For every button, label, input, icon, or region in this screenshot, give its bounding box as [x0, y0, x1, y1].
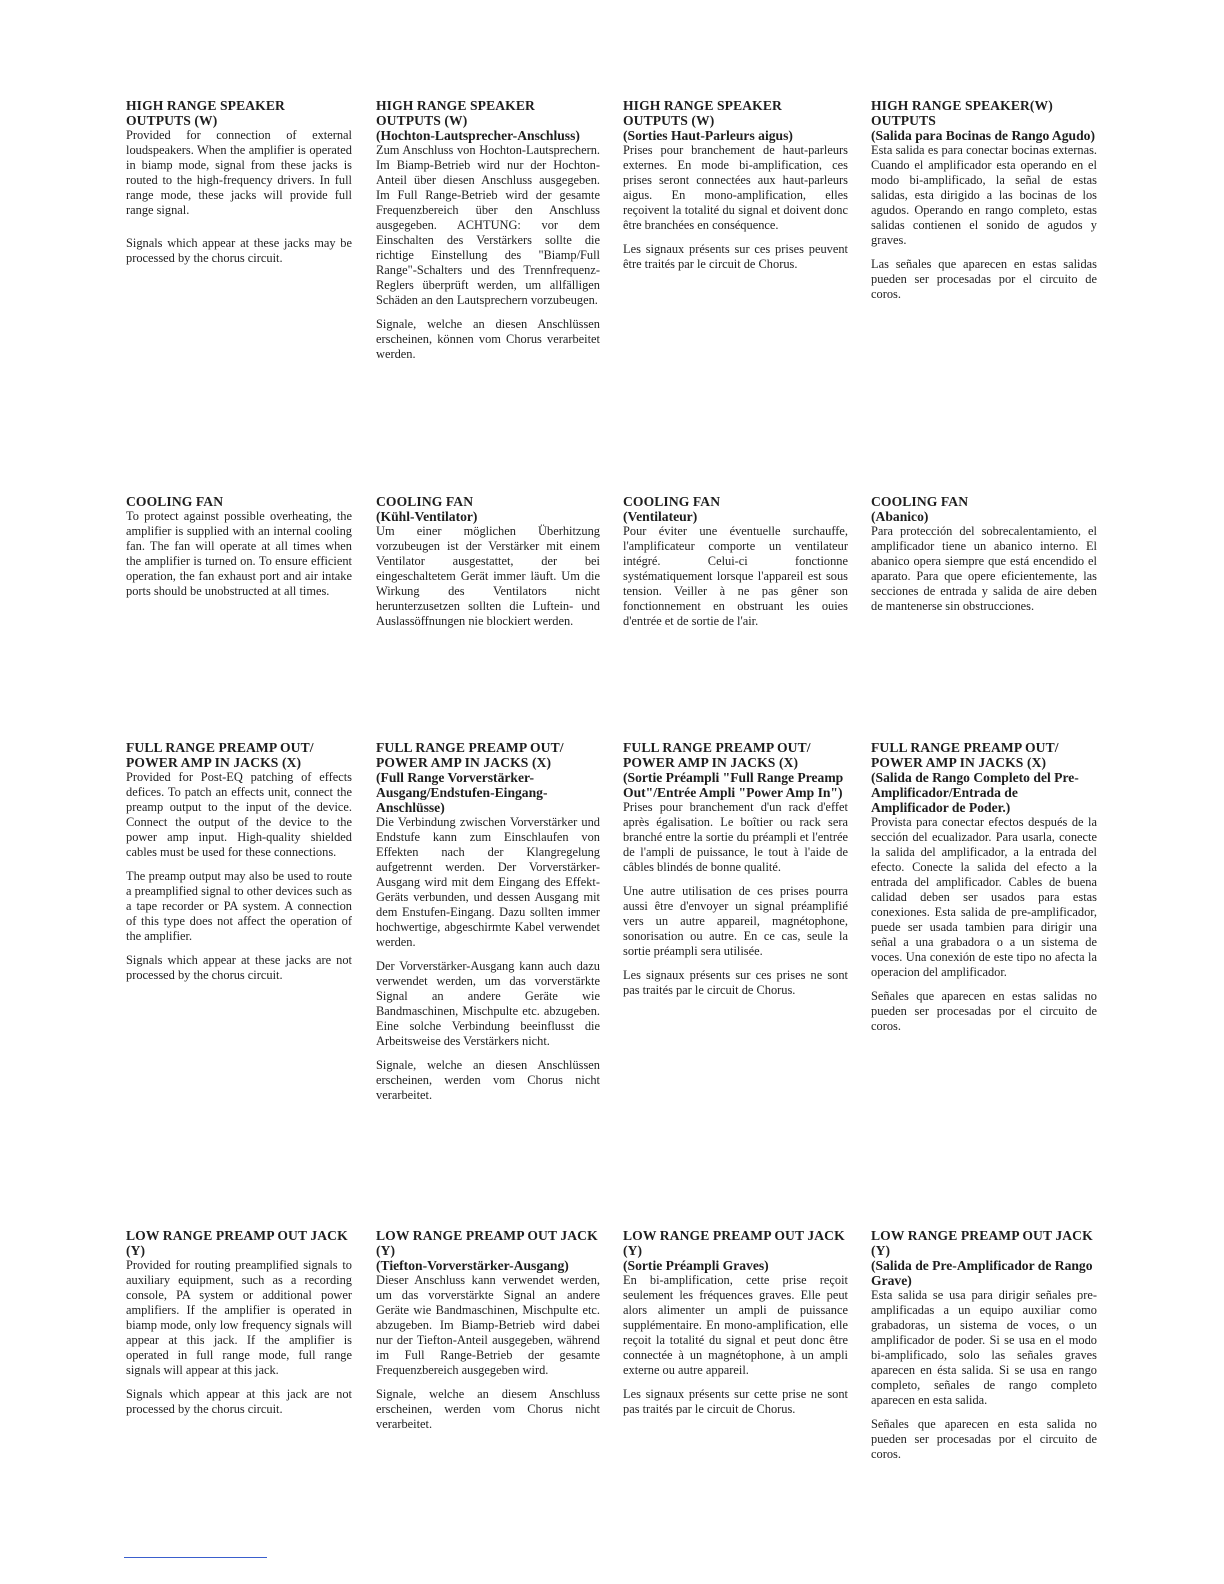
paragraph: Las señales que aparecen en estas salidas pueden ser procesadas por el circuito de coros. — [871, 257, 1097, 301]
paragraph: Dieser Anschluss kann verwendet werden, um das vorverstärkte Signal an andere Geräte wie Bandmaschinen, Mischpulte etc. abzugeben. Im Biamp-Betrieb wird dabei nur der Tiefton-Anteil ausgegeben, während im Full Range-Betrieb der gesamte Frequenzbereich ausgegeben wird. — [376, 1273, 600, 1377]
paragraph: Die Verbindung zwischen Vorverstärker und Endstufe kann zum Einschlaufen von Effekten nach der Klangregelung aufgetrennt werden. Der Vorverstärker-Ausgang wird mit dem Eingang des Effekt-Geräts verbunden, und dessen Ausgang mit dem Enstufen-Eingang. Dazu sollten immer hochwertige, abgeschirmte Kabel verwendet werden. — [376, 815, 600, 949]
paragraph: Les signaux présents sur ces prises ne sont pas traités par le circuit de Chorus. — [623, 968, 848, 997]
paragraph: Signals which appear at these jacks may be processed by the chorus circuit. — [126, 236, 352, 265]
section-heading: FULL RANGE PREAMP OUT/ POWER AMP IN JACKS (X) — [126, 740, 314, 770]
paragraph: The preamp output may also be used to route a preamplified signal to other devices such as a tape recorder or PA system. A connection of this type does not affect the operation of the amplifier. — [126, 869, 352, 943]
paragraph: Les signaux présents sur ces prises peuvent être traités par le circuit de Chorus. — [623, 242, 848, 271]
column-spanish — [871, 494, 1097, 623]
paragraph: Esta salida es para conectar bocinas externas. Cuando el amplificador esta operando en el modo bi-amplificado, la señal de estas salidas, esta dirigido a las bocinas de los agudos. Operando en rango completo, estas salidas contienen el sonido de agudos y graves. — [871, 143, 1097, 247]
section-heading: COOLING FAN — [376, 494, 474, 509]
section-heading: HIGH RANGE SPEAKER OUTPUTS (W) — [376, 98, 535, 128]
section-heading: LOW RANGE PREAMP OUT JACK (Y) — [126, 1228, 348, 1258]
section-heading: HIGH RANGE SPEAKER OUTPUTS (W) — [623, 98, 782, 128]
section-heading: FULL RANGE PREAMP OUT/ POWER AMP IN JACKS (X) — [376, 740, 564, 770]
section-subheading: (Tiefton-Vorverstärker-Ausgang) — [376, 1258, 569, 1273]
paragraph: Les signaux présents sur cette prise ne sont pas traités par le circuit de Chorus. — [623, 1387, 848, 1416]
section-heading: LOW RANGE PREAMP OUT JACK (Y) — [871, 1228, 1093, 1258]
paragraph: Provista para conectar efectos después de la sección del ecualizador. Para usarla, conecte la salida del amplificador, a la entrada del efecto. Conecte la salida del efecto a la entrada del amplificador. Cables de buena calidad deben ser usados para estas conexiones. Esta salida de pre-amplificador, puede ser usada tambien para dirigir una señal a una grabadora o a un sistema de voces. Una conexión de este tipo no afecta la operacion del amplificador. — [871, 815, 1097, 979]
paragraph: Um einer möglichen Überhitzung vorzubeugen ist der Verstärker mit einem Ventilator ausgestattet, der bei eingeschaltetem Gerät immer läuft. Um die Wirkung des Ventilators nicht herunterzusetzen sollten die Luftein- und Auslassöffnungen nie blockiert werden. — [376, 524, 600, 628]
section-heading: COOLING FAN — [871, 494, 969, 509]
section-subheading: (Kühl-Ventilator) — [376, 509, 478, 524]
paragraph: Signale, welche an diesen Anschlüssen erscheinen, werden vom Chorus nicht verarbeitet. — [376, 1058, 600, 1102]
column-french — [623, 740, 848, 1007]
paragraph: Pour éviter une éventuelle surchauffe, l'amplificateur comporte un ventilateur intégré. Celui-ci fonctionne systématiquement lorsque l'appareil est sous tension. Veiller à ne pas gêner son fonctionnement en obstruant les ouies d'entrée et de sortie de l'air. — [623, 524, 848, 628]
column-german — [376, 740, 600, 1112]
section-subheading: (Sorties Haut-Parleurs aigus) — [623, 128, 793, 143]
column-spanish — [871, 1228, 1097, 1471]
section-heading: LOW RANGE PREAMP OUT JACK (Y) — [623, 1228, 845, 1258]
column-german — [376, 98, 600, 371]
paragraph: Signals which appear at this jack are not processed by the chorus circuit. — [126, 1387, 352, 1416]
paragraph: Prises pour branchement d'un rack d'effet après égalisation. Le boîtier ou rack sera branché entre la sortie du préampli et l'entrée de l'ampli de puissance, le tout à l'aide de câbles blindés de bonne qualité. — [623, 800, 848, 874]
section-heading: COOLING FAN — [126, 494, 224, 509]
column-english — [126, 494, 352, 608]
section-subheading: (Salida para Bocinas de Rango Agudo) — [871, 128, 1095, 143]
column-english — [126, 740, 352, 992]
paragraph: Prises pour branchement de haut-parleurs externes. En mode bi-amplification, ces prises seront connectées aux haut-parleurs aigus. En mono-amplification, elles reçoivent la totalité du signal et doivent donc être branchées en conséquence. — [623, 143, 848, 232]
paragraph: Signale, welche an diesen Anschlüssen erscheinen, können vom Chorus verarbeitet werden. — [376, 317, 600, 361]
section-subheading: (Abanico) — [871, 509, 929, 524]
column-german — [376, 494, 600, 638]
paragraph: Para protección del sobrecalentamiento, el amplificador tiene un abanico interno. El abanico opera siempre que está encendido el aparato. Para que opere eficientemente, las secciones de entrada y salida de aire deben de mantenerse sin obstrucciones. — [871, 524, 1097, 613]
section-heading: FULL RANGE PREAMP OUT/ POWER AMP IN JACKS (X) — [871, 740, 1059, 770]
paragraph: Señales que aparecen en estas salidas no pueden ser procesadas por el circuito de coros. — [871, 989, 1097, 1033]
paragraph: Signals which appear at these jacks are not processed by the chorus circuit. — [126, 953, 352, 982]
section-subheading: (Sortie Préampli Graves) — [623, 1258, 769, 1273]
column-spanish — [871, 98, 1097, 311]
column-french — [623, 98, 848, 281]
section-heading: COOLING FAN — [623, 494, 721, 509]
column-french — [623, 1228, 848, 1426]
paragraph: Provided for connection of external loudspeakers. When the amplifier is operated in biamp mode, signal from these jacks is routed to the high-frequency drivers. In full range mode, these jacks will provide full range signal. — [126, 128, 352, 217]
paragraph: Der Vorverstärker-Ausgang kann auch dazu verwendet werden, um das vorverstärkte Signal an andere Geräte wie Bandmaschinen, Mischpulte etc. abzugeben. Eine solche Verbindung beeinflusst die Arbeitsweise des Verstärkers nicht. — [376, 959, 600, 1048]
paragraph: En bi-amplification, cette prise reçoit seulement les fréquences graves. Elle peut alors alimenter un ampli de puissance supplémentaire. En mono-amplification, elle reçoit la totalité du signal et peut donc être connectée à un magnétophone, à un ampli externe ou autre appareil. — [623, 1273, 848, 1377]
paragraph: Provided for Post-EQ patching of effects defices. To patch an effects unit, connect the preamp output to the input of the device. Connect the output of the device to the power amp input. High-quality shielded cables must be used for these connections. — [126, 770, 352, 859]
section-heading: FULL RANGE PREAMP OUT/ POWER AMP IN JACKS (X) — [623, 740, 811, 770]
column-german — [376, 1228, 600, 1441]
column-french — [623, 494, 848, 638]
section-heading: HIGH RANGE SPEAKER(W) OUTPUTS — [871, 98, 1053, 128]
section-heading: HIGH RANGE SPEAKER OUTPUTS (W) — [126, 98, 285, 128]
section-subheading: (Salida de Pre-Amplificador de Rango Grave) — [871, 1258, 1093, 1288]
paragraph: Provided for routing preamplified signals to auxiliary equipment, such as a recording console, PA system or additional power amplifiers. If the amplifier is operated in biamp mode, only low frequency signals will appear at this jack. If the amplifier is operated in full range mode, full range signals will appear at this jack. — [126, 1258, 352, 1377]
section-subheading: (Ventilateur) — [623, 509, 698, 524]
paragraph: Zum Anschluss von Hochton-Lautsprechern. Im Biamp-Betrieb wird nur der Hochton-Anteil über diesen Anschluss ausgegeben. Im Full Range-Betrieb wird der gesamte Frequenzbereich über den Anschluss ausgegeben. ACHTUNG: vor dem Einschalten des Verstärkers sollte die richtige Einstellung des "Biamp/Full Range"-Schalters und des Trennfrequenz-Reglers überprüft werden, um allfälligen Schäden an den Lautsprechern vorzubeugen. — [376, 143, 600, 307]
column-english — [126, 1228, 352, 1426]
section-subheading: (Sortie Préampli "Full Range Preamp Out"/Entrée Ampli "Power Amp In") — [623, 770, 844, 800]
paragraph: Esta salida se usa para dirigir señales pre-amplificadas a un equipo auxiliar como grabadoras, un sistema de voces, o un amplificador de poder. Si se usa en el modo bi-amplificado, solo las señales graves aparecen en ésta salida. Si se usa en rango completo, señales de rango completo aparecen en esta salida. — [871, 1288, 1097, 1407]
column-spanish — [871, 740, 1097, 1043]
paragraph: Une autre utilisation de ces prises pourra aussi être d'envoyer un signal préamplifié vers un autre appareil, magnétophone, sonorisation ou autre. En ce cas, seule la sortie préampli sera utilisée. — [623, 884, 848, 958]
paragraph: To protect against possible overheating, the amplifier is supplied with an internal cooling fan. The fan will operate at all times when the amplifier is turned on. To ensure efficient operation, the fan exhaust port and air intake ports should be unobstructed at all times. — [126, 509, 352, 598]
footnote-divider — [124, 1557, 267, 1558]
section-subheading: (Full Range Vorverstärker-Ausgang/Endstufen-Eingang-Anschlüsse) — [376, 770, 548, 815]
section-subheading: (Hochton-Lautsprecher-Anschluss) — [376, 128, 580, 143]
paragraph: Señales que aparecen en esta salida no pueden ser procesadas por el circuito de coros. — [871, 1417, 1097, 1461]
paragraph: Signale, welche an diesem Anschluss erscheinen, werden vom Chorus nicht verarbeitet. — [376, 1387, 600, 1431]
column-english — [126, 98, 352, 275]
section-subheading: (Salida de Rango Completo del Pre-Amplificador/Entrada de Amplificador de Poder.) — [871, 770, 1079, 815]
section-heading: LOW RANGE PREAMP OUT JACK (Y) — [376, 1228, 598, 1258]
